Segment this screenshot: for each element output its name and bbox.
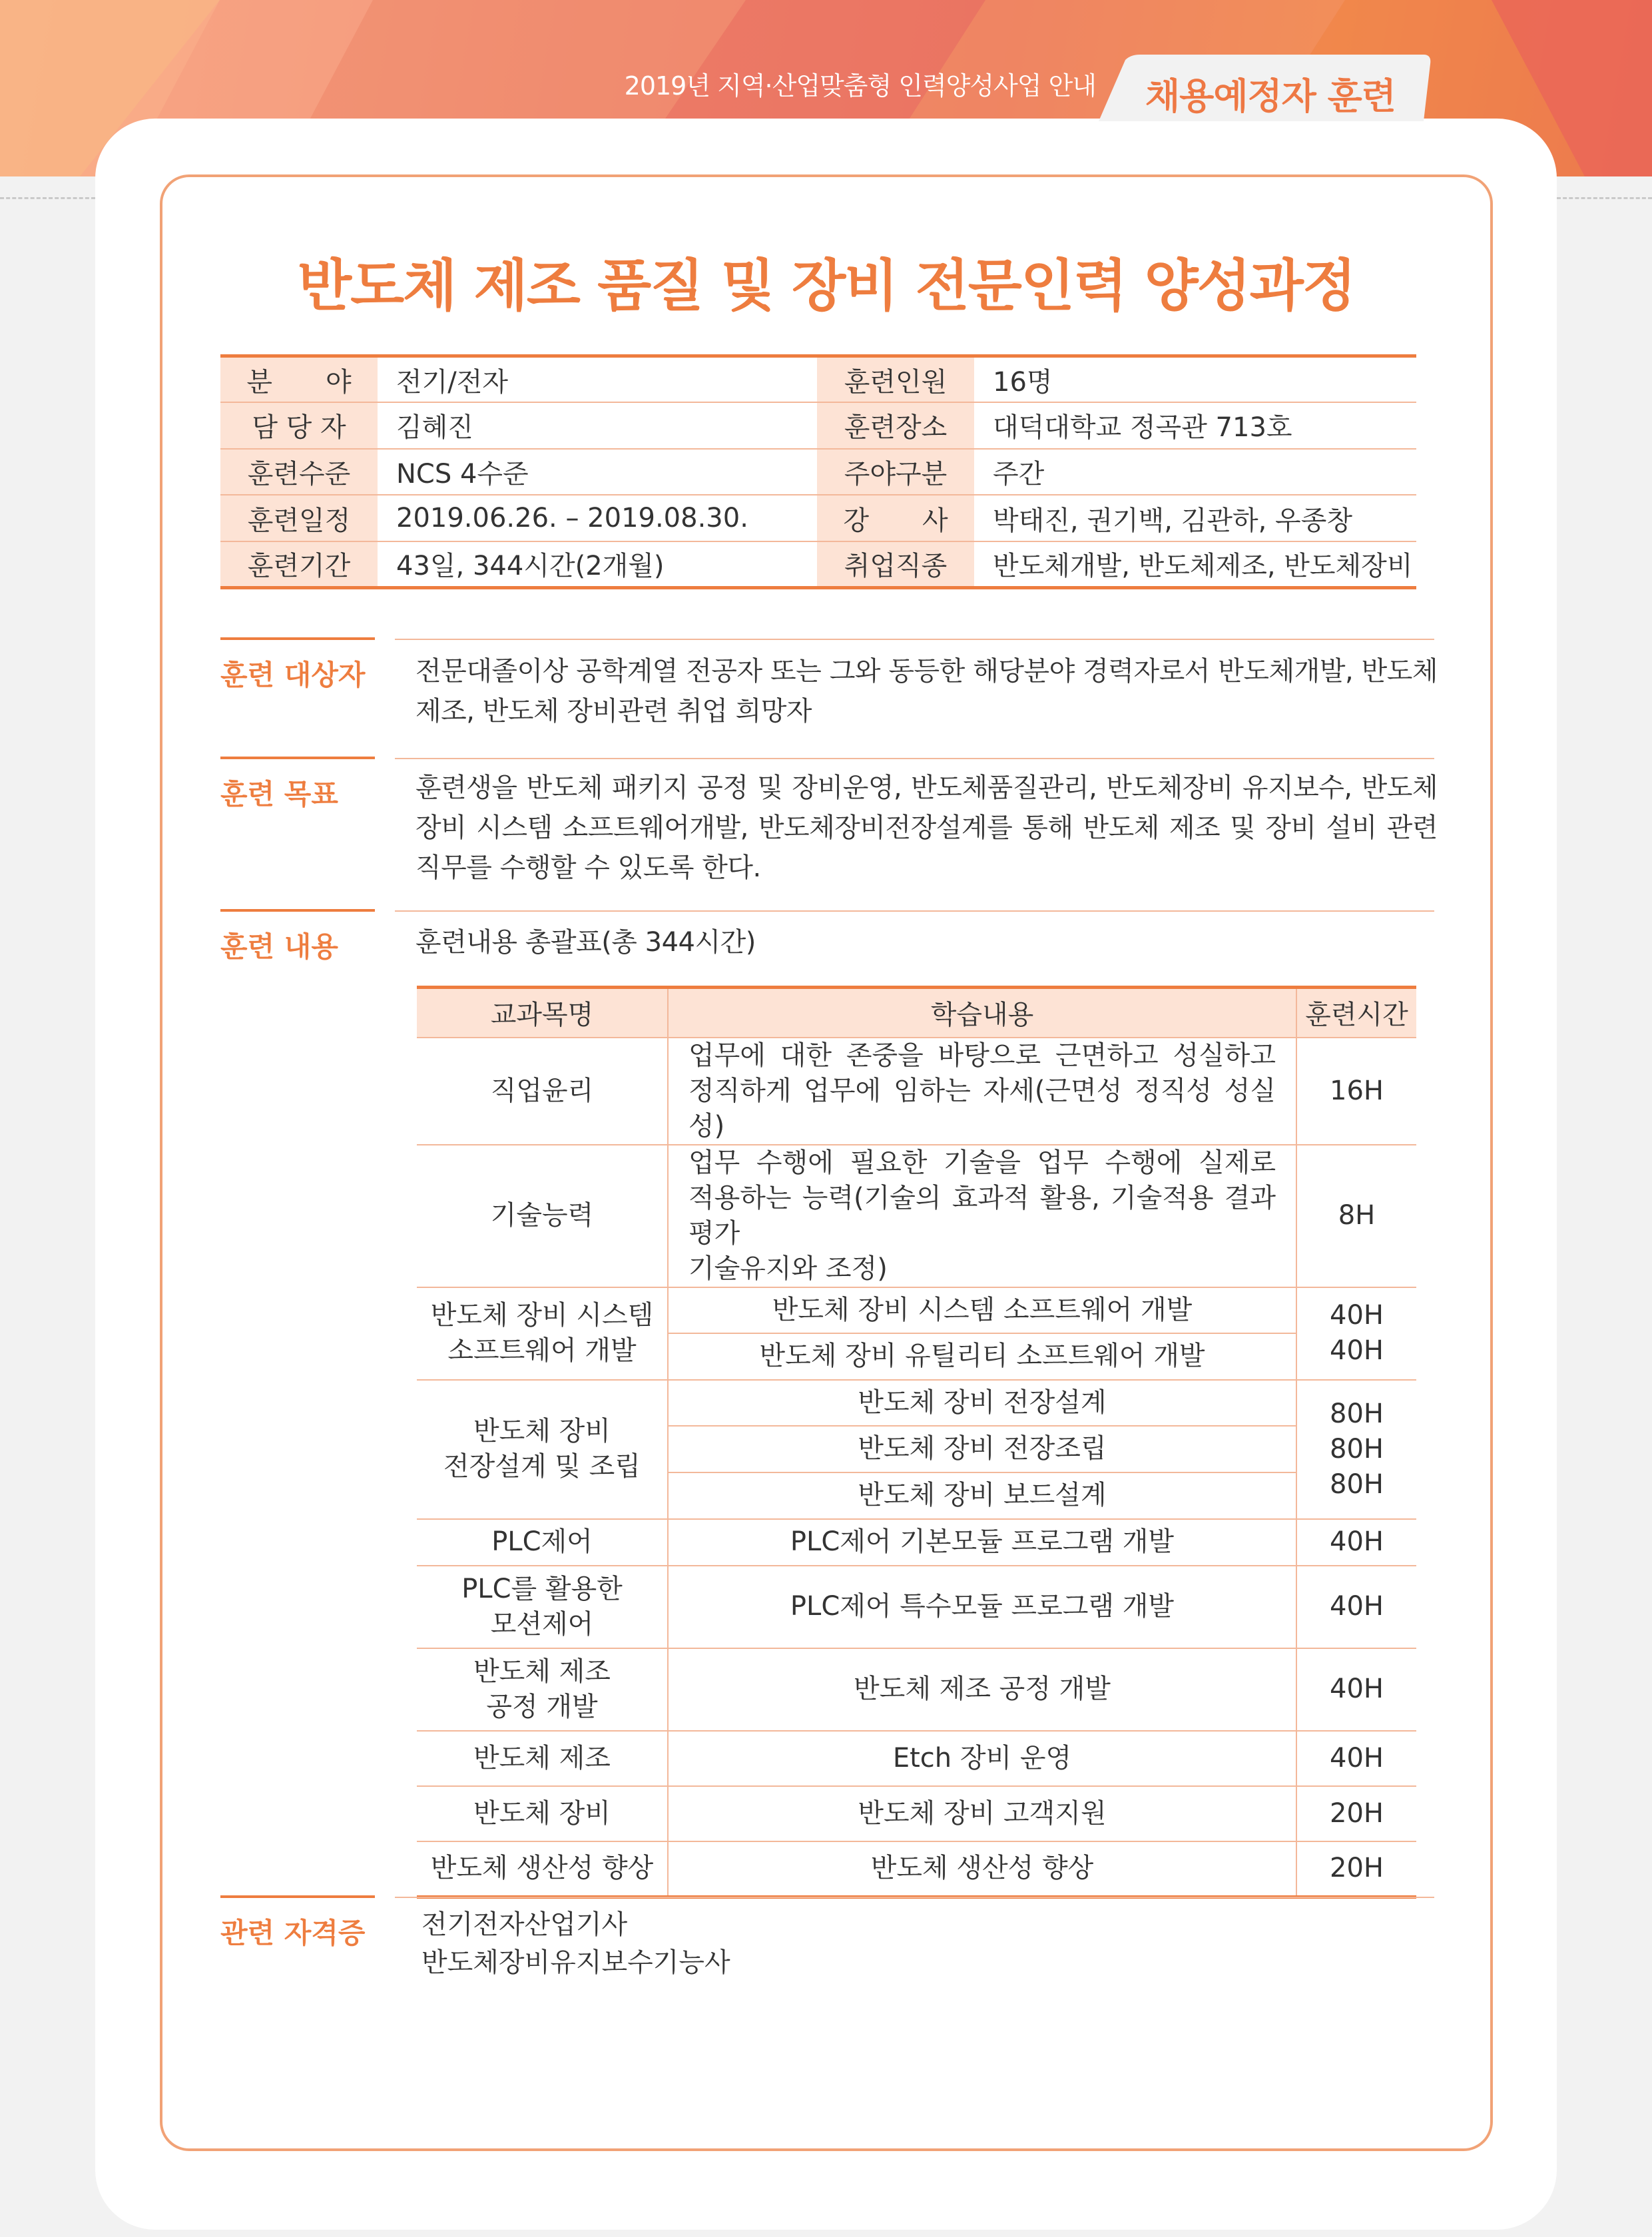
- content-cell: 반도체 장비 보드설계: [668, 1472, 1296, 1519]
- table-row: [417, 1786, 1416, 1841]
- cert-list: [421, 1906, 730, 1982]
- subject-cell: 기술능력: [417, 1145, 668, 1287]
- column-header-content: 학습내용: [668, 988, 1296, 1038]
- content-cell: 반도체 제조 공정 개발: [668, 1648, 1296, 1731]
- hours-cell: 40H: [1296, 1731, 1416, 1786]
- section-divider: [395, 639, 1434, 640]
- table-row: [417, 1566, 1416, 1648]
- subject-line: 반도체 장비 시스템: [430, 1300, 654, 1331]
- info-value: 대덕대학교 정곡관 713호: [974, 402, 1416, 449]
- info-label: 훈련장소: [817, 402, 974, 449]
- section-divider: [395, 910, 1434, 912]
- hours-line: 80H: [1330, 1398, 1384, 1429]
- subject-cell: [417, 1380, 668, 1519]
- section-divider: [395, 1897, 1434, 1898]
- hours-line: 80H: [1330, 1433, 1384, 1464]
- hours-cell: [1296, 1287, 1416, 1380]
- info-label: 주야구분: [817, 449, 974, 495]
- header-tab: [1099, 55, 1432, 121]
- info-value: 2019.06.26. – 2019.08.30.: [378, 495, 817, 541]
- header-subtitle: 2019년 지역·산업맞춤형 인력양성사업 안내: [624, 71, 1096, 101]
- content-line: 업무에 대한 존중을 바탕으로 근면하고 성실하고: [688, 1040, 1276, 1071]
- content-line: 정직하게 업무에 임하는 자세(근면성 정직성 성실성): [688, 1075, 1276, 1141]
- subject-line: 공정 개발: [486, 1691, 598, 1722]
- info-label: 훈련수준: [220, 449, 378, 495]
- subject-cell: [417, 1648, 668, 1731]
- section-divider: [395, 758, 1434, 759]
- subject-line: 반도체 제조: [473, 1656, 611, 1687]
- content-cell: Etch 장비 운영: [668, 1731, 1296, 1786]
- content-line: 기술유지와 조정): [688, 1253, 888, 1284]
- hours-line: 40H: [1330, 1335, 1384, 1366]
- info-label: 훈련일정: [220, 495, 378, 541]
- section-text-goal: 훈련생을 반도체 패키지 공정 및 장비운영, 반도체품질관리, 반도체장비 유지보수, 반도체장비 시스템 소프트웨어개발, 반도체장비전장설계를 통해 반도체 제조 및 장비 설비 관련 직무를 수행할 수 있도록 한다.: [415, 773, 1438, 883]
- subject-cell: 반도체 생산성 향상: [417, 1841, 668, 1897]
- content-line: 업무 수행에 필요한 기술을 업무 수행에 실제로: [688, 1147, 1276, 1178]
- content-cell: [668, 1145, 1296, 1287]
- column-header-subject: 교과목명: [417, 988, 668, 1038]
- subject-line: PLC를 활용한: [461, 1573, 623, 1604]
- info-row: [220, 541, 1416, 588]
- table-row: [417, 1648, 1416, 1731]
- section-text-content: 훈련내용 총괄표(총 344시간): [415, 927, 756, 958]
- info-row: [220, 495, 1416, 541]
- table-row: [417, 1841, 1416, 1897]
- section-label-goal: 훈련 목표: [220, 757, 375, 812]
- content-cell: PLC제어 특수모듈 프로그램 개발: [668, 1566, 1296, 1648]
- hours-line: 80H: [1330, 1468, 1384, 1500]
- table-row: [417, 1287, 1416, 1333]
- content-cell: 반도체 장비 시스템 소프트웨어 개발: [668, 1287, 1296, 1333]
- content-cell: [668, 1038, 1296, 1145]
- content-cell: 반도체 장비 고객지원: [668, 1786, 1296, 1841]
- section-text-target: 전문대졸이상 공학계열 전공자 또는 그와 동등한 해당분야 경력자로서 반도체개발, 반도체제조, 반도체 장비관련 취업 희망자: [415, 656, 1438, 727]
- content-cell: 반도체 생산성 향상: [668, 1841, 1296, 1897]
- info-label: 훈련인원: [817, 356, 974, 403]
- subject-line: 소프트웨어 개발: [447, 1335, 637, 1366]
- subject-cell: 직업윤리: [417, 1038, 668, 1145]
- info-value: 전기/전자: [378, 356, 817, 403]
- hours-cell: 20H: [1296, 1841, 1416, 1897]
- dash-line-right: [1557, 197, 1652, 199]
- hours-cell: 8H: [1296, 1145, 1416, 1287]
- info-row: [220, 402, 1416, 449]
- content-line: 적용하는 능력(기술의 효과적 활용, 기술적용 결과 평가: [688, 1182, 1276, 1249]
- table-row: [417, 1731, 1416, 1786]
- header-tab-label: 채용예정자 훈련: [1145, 75, 1396, 117]
- dash-line-left: [0, 197, 95, 199]
- info-value: 43일, 344시간(2개월): [378, 541, 817, 588]
- subject-cell: [417, 1287, 668, 1380]
- section-label-target: 훈련 대상자: [220, 637, 375, 693]
- hours-line: 40H: [1330, 1300, 1384, 1331]
- info-label: 취업직종: [817, 541, 974, 588]
- curriculum-header-row: [417, 988, 1416, 1038]
- hours-cell: 20H: [1296, 1786, 1416, 1841]
- info-label: 강 사: [817, 495, 974, 541]
- hours-cell: 40H: [1296, 1648, 1416, 1731]
- subject-cell: [417, 1566, 668, 1648]
- subject-line: 모션제어: [490, 1608, 594, 1640]
- hours-cell: 16H: [1296, 1038, 1416, 1145]
- content-cell: 반도체 장비 전장설계: [668, 1380, 1296, 1426]
- info-value: 주간: [974, 449, 1416, 495]
- content-cell: 반도체 장비 전장조립: [668, 1426, 1296, 1472]
- content-cell: PLC제어 기본모듈 프로그램 개발: [668, 1519, 1296, 1566]
- subject-cell: 반도체 장비: [417, 1786, 668, 1841]
- info-label: 담 당 자: [220, 402, 378, 449]
- info-value: 16명: [974, 356, 1416, 403]
- subject-line: 반도체 장비: [473, 1416, 611, 1446]
- info-value: NCS 4수준: [378, 449, 817, 495]
- info-value: 박태진, 권기백, 김관하, 우종창: [974, 495, 1416, 541]
- subject-cell: 반도체 제조: [417, 1731, 668, 1786]
- info-row: [220, 356, 1416, 403]
- info-value: 김혜진: [378, 402, 817, 449]
- subject-cell: PLC제어: [417, 1519, 668, 1566]
- content-cell: 반도체 장비 유틸리티 소프트웨어 개발: [668, 1333, 1296, 1380]
- info-label: 분 야: [220, 356, 378, 403]
- info-value: 반도체개발, 반도체제조, 반도체장비: [974, 541, 1416, 588]
- info-row: [220, 449, 1416, 495]
- hours-cell: 40H: [1296, 1566, 1416, 1648]
- table-row: [417, 1038, 1416, 1145]
- table-row: [417, 1145, 1416, 1287]
- section-label-cert: 관련 자격증: [220, 1895, 375, 1951]
- subject-line: 전장설계 및 조립: [443, 1451, 641, 1482]
- column-header-hours: 훈련시간: [1296, 988, 1416, 1038]
- cert-item: 전기전자산업기사: [421, 1909, 628, 1940]
- info-label: 훈련기간: [220, 541, 378, 588]
- section-label-content: 훈련 내용: [220, 909, 375, 965]
- table-row: [417, 1519, 1416, 1566]
- page-title: 반도체 제조 품질 및 장비 전문인력 양성과정: [297, 253, 1356, 318]
- course-info-table: [220, 354, 1416, 589]
- hours-cell: 40H: [1296, 1519, 1416, 1566]
- curriculum-table: [417, 986, 1416, 1899]
- cert-item: 반도체장비유지보수기능사: [421, 1947, 730, 1978]
- hours-cell: [1296, 1380, 1416, 1519]
- table-row: [417, 1380, 1416, 1426]
